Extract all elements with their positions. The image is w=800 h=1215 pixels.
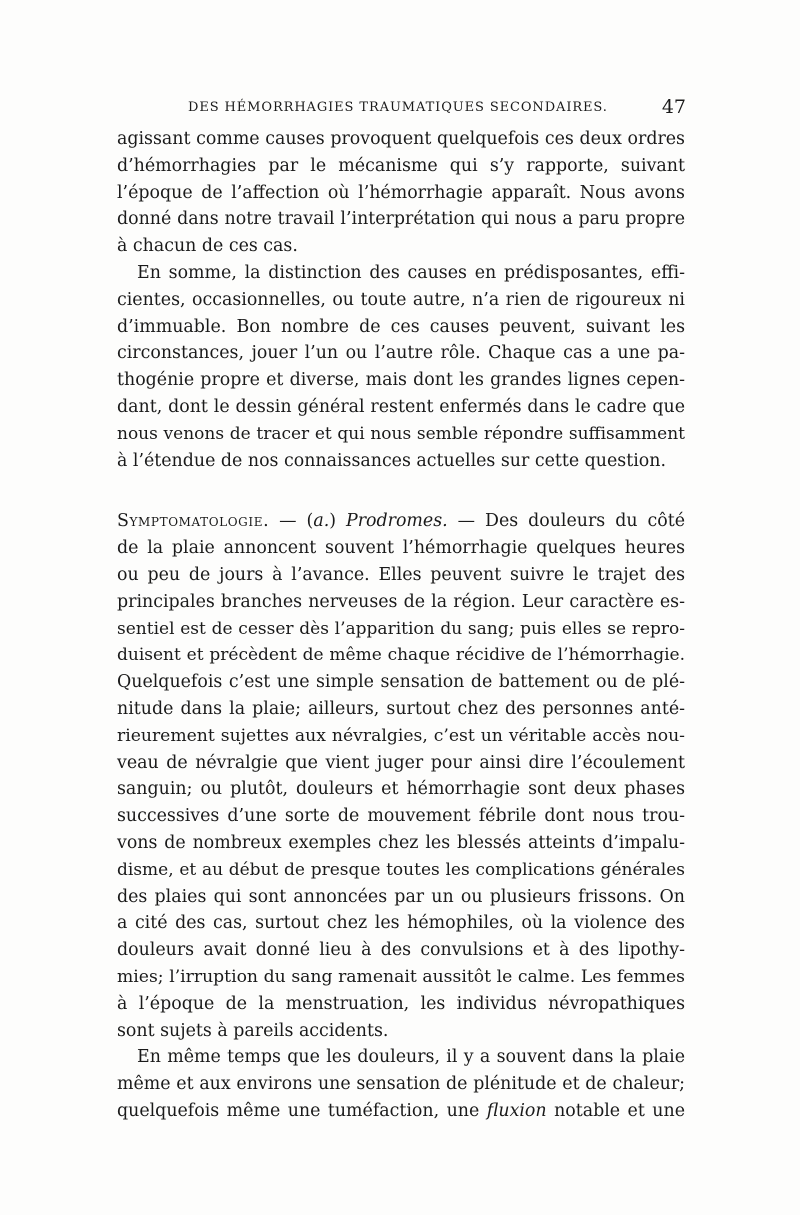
- text-line: à chacun de ces cas.: [117, 236, 298, 257]
- text-line: successives d’une sorte de mouvement fébrile dont nous trou-: [117, 806, 685, 827]
- text-line: duisent et précèdent de même chaque récidive de l’hémorrhagie.: [117, 645, 685, 666]
- text-line: sont sujets à pareils accidents.: [117, 1020, 389, 1041]
- heading-dash: — (: [269, 511, 314, 532]
- italic-term: fluxion: [486, 1100, 547, 1121]
- text-line: donné dans notre travail l’interprétation qui nous a paru propre: [117, 209, 685, 230]
- text-line: ou peu de jours à l’avance. Elles peuvent suivre le trajet des: [117, 564, 685, 585]
- subsection-close: ): [329, 511, 347, 532]
- text-line: mies; l’irruption du sang ramenait aussitôt le calme. Les femmes: [117, 966, 685, 987]
- first-line-rest: — Des douleurs du côté: [447, 511, 685, 532]
- text-line: de la plaie annoncent souvent l’hémorrhagie quelques heures: [117, 538, 685, 559]
- text-line: agissant comme causes provoquent quelquefois ces deux ordres: [117, 129, 685, 149]
- text-line: En somme, la distinction des causes en prédisposantes, effi-: [137, 262, 685, 283]
- text-line: douleurs avait donné lieu à des convulsions et à des lipothy-: [117, 940, 685, 961]
- text-line: d’immuable. Bon nombre de ces causes peuvent, suivant les: [117, 316, 685, 337]
- text-line-with-italic: [117, 1098, 685, 1125]
- line-end: notable et une: [546, 1100, 685, 1121]
- text-line: rieurement sujettes aux névralgies, c’est un véritable accès nou-: [117, 725, 685, 746]
- text-line: cientes, occasionnelles, ou toute autre, n’a rien de rigoureux ni: [117, 289, 685, 310]
- body-text: [117, 126, 685, 1125]
- text-line: disme, et au début de presque toutes les complications générales: [117, 859, 685, 880]
- text-line: En même temps que les douleurs, il y a souvent dans la plaie: [137, 1047, 685, 1068]
- text-line: des plaies qui sont annoncées par un ou plusieurs frissons. On: [117, 886, 685, 907]
- subsection-letter: a.: [313, 511, 330, 532]
- text-line: thogénie propre et diverse, mais dont les grandes lignes cepen-: [117, 370, 685, 391]
- text-line: circonstances, jouer l’un ou l’autre rôle. Chaque cas a une pa-: [117, 343, 685, 364]
- text-line: sanguin; ou plutôt, douleurs et hémorrhagie sont deux phases: [117, 779, 685, 800]
- text-line: nous venons de tracer et qui nous semble répondre suffisamment: [117, 423, 685, 444]
- text-line: nitude dans la plaie; ailleurs, surtout chez des personnes anté-: [117, 698, 685, 719]
- text-line: sentiel est de cesser dès l’apparition du sang; puis elles se repro-: [117, 618, 685, 639]
- subsection-title: Prodromes.: [346, 511, 448, 532]
- running-head: [118, 96, 686, 120]
- section-heading: Symptomatologie.: [117, 511, 270, 532]
- running-title: DES HÉMORRHAGIES TRAUMATIQUES SECONDAIRES.: [188, 100, 608, 115]
- text-line: vons de nombreux exemples chez les blessés atteints d’impalu-: [117, 832, 685, 853]
- text-line: d’hémorrhagies par le mécanisme qui s’y rapporte, suivant: [117, 155, 685, 176]
- text-line: principales branches nerveuses de la région. Leur caractère es-: [117, 591, 685, 612]
- text-line: à l’époque de la menstruation, les individus névropathiques: [117, 993, 685, 1014]
- section-first-line: [117, 508, 685, 535]
- line-start: quelquefois même une tuméfaction, une: [117, 1100, 487, 1121]
- section-spacer: [117, 474, 685, 508]
- page-number: 47: [661, 96, 686, 118]
- text-line: dant, dont le dessin général restent enfermés dans le cadre que: [117, 396, 685, 417]
- text-line: même et aux environs une sensation de plénitude et de chaleur;: [117, 1074, 685, 1095]
- text-line: l’époque de l’affection où l’hémorrhagie apparaît. Nous avons: [117, 182, 685, 203]
- text-line: veau de névralgie que vient juger pour ainsi dire l’écoulement: [117, 752, 685, 773]
- text-line: à l’étendue de nos connaissances actuelles sur cette question.: [117, 450, 666, 471]
- text-line: a cité des cas, surtout chez les hémophiles, où la violence des: [117, 913, 685, 934]
- text-line: Quelquefois c’est une simple sensation de battement ou de plé-: [117, 672, 685, 693]
